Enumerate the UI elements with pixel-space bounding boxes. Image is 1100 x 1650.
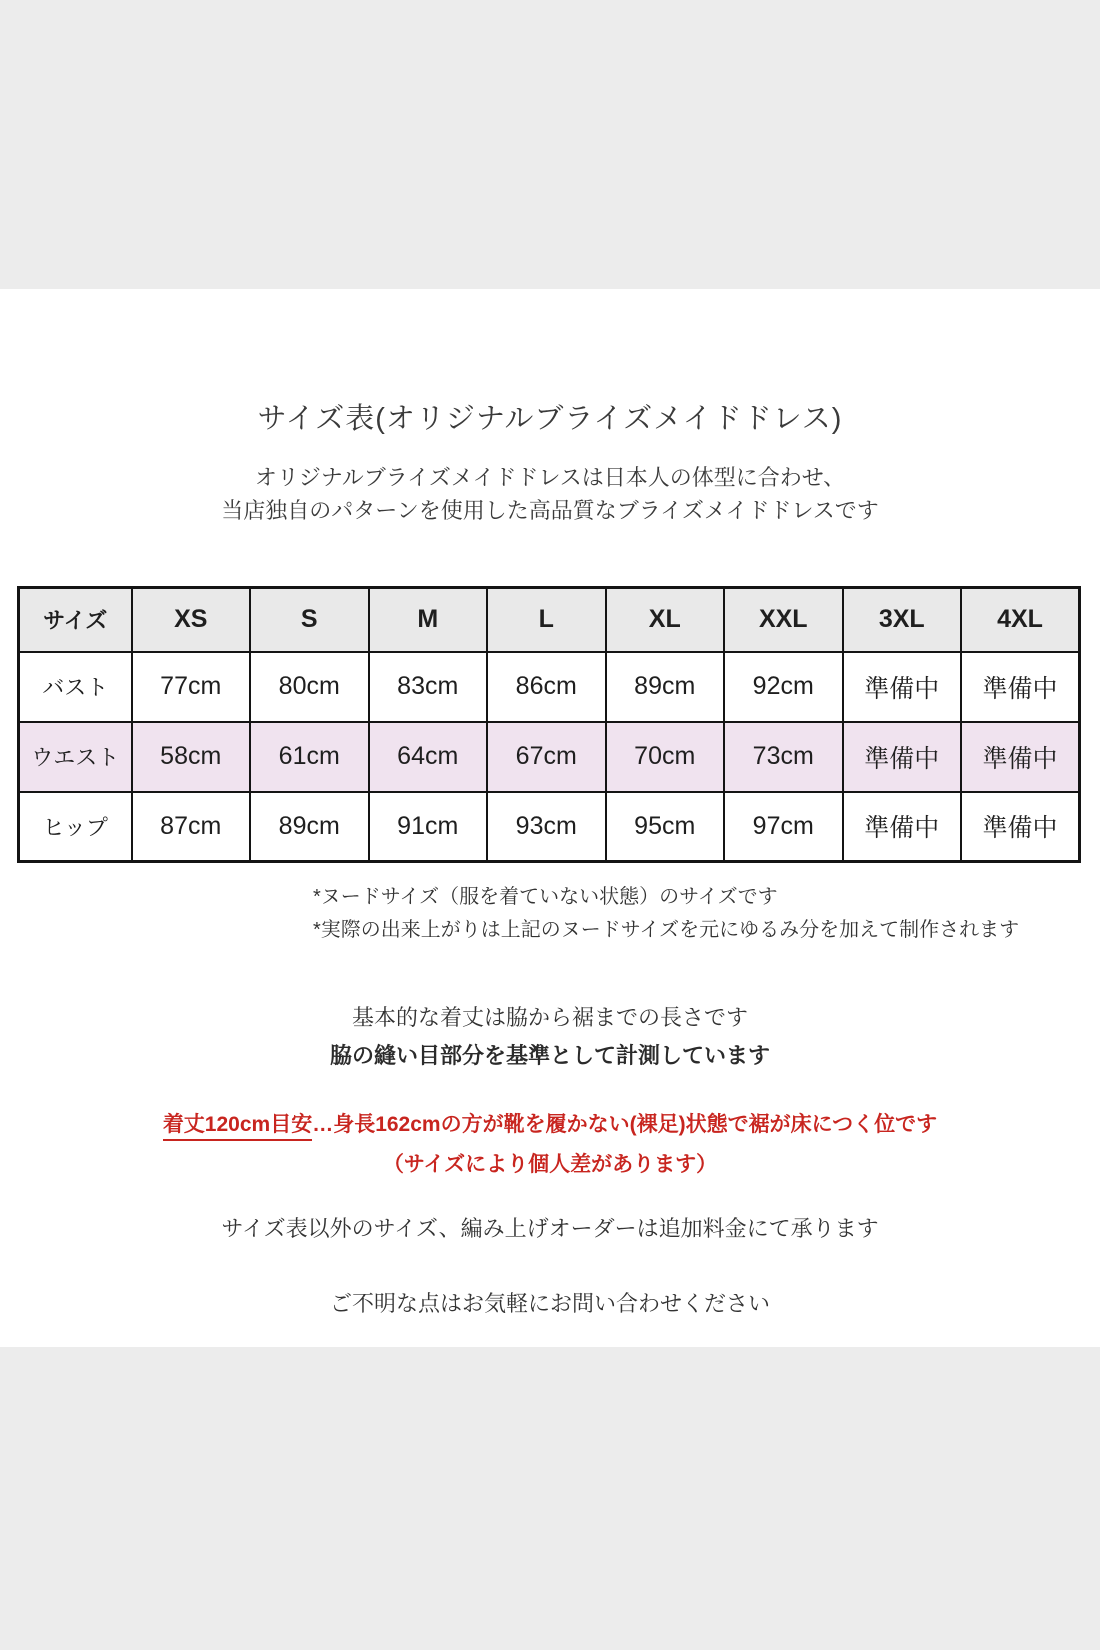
table-cell: 95cm [606,792,725,862]
table-header-s: S [250,588,369,652]
table-cell: 58cm [132,722,251,792]
length-info-line-1: 基本的な着丈は脇から裾までの長さです [351,1005,748,1030]
table-cell: 準備中 [843,652,962,722]
bottom-gray-band [0,1347,1100,1650]
table-cell: 91cm [369,792,488,862]
size-table [17,586,1081,863]
note-line-2: *実際の出来上がりは上記のヌードサイズを元にゆるみ分を加えて制作されます [313,919,1020,941]
table-header-size: サイズ [19,588,132,652]
subtitle-line-1: オリジナルブライズメイドドレスは日本人の体型に合わせ、 [254,465,846,490]
page-title: サイズ表(オリジナルブライズメイドドレス) [257,403,843,435]
table-header-4xl: 4XL [961,588,1080,652]
table-cell: 97cm [724,792,843,862]
table-cell: 92cm [724,652,843,722]
contact-note: ご不明な点はお気軽にお問い合わせください [329,1291,770,1316]
table-cell: 86cm [487,652,606,722]
table-row-label: ウエスト [19,722,132,792]
table-cell: 準備中 [961,722,1080,792]
table-cell: 準備中 [961,652,1080,722]
table-cell: 87cm [132,792,251,862]
table-row-bust [19,652,1080,722]
table-cell: 準備中 [961,792,1080,862]
table-cell: 89cm [250,792,369,862]
table-cell: 64cm [369,722,488,792]
table-cell: 73cm [724,722,843,792]
table-row-waist [19,722,1080,792]
table-header-xl: XL [606,588,725,652]
table-cell: 61cm [250,722,369,792]
nude-size-notes [313,881,1019,947]
table-header-xxl: XXL [724,588,843,652]
table-row-hip [19,792,1080,862]
length-notice-line-1 [0,1108,1100,1138]
table-header-xs: XS [132,588,251,652]
order-note: サイズ表以外のサイズ、編み上げオーダーは追加料金にて承ります [221,1216,879,1241]
top-gray-band [0,0,1100,289]
table-cell: 80cm [250,652,369,722]
table-cell: 準備中 [843,722,962,792]
note-line-1: *ヌードサイズ（服を着ていない状態）のサイズです [313,886,778,908]
table-header-3xl: 3XL [843,588,962,652]
subtitle-line-2: 当店独自のパターンを使用した高品質なブライズメイドドレスです [221,498,879,523]
table-cell: 93cm [487,792,606,862]
length-notice-rest: …身長162cmの方が靴を履かない(裸足)状態で裾が床につく位です [312,1113,938,1136]
table-cell: 89cm [606,652,725,722]
table-row-label: ヒップ [19,792,132,862]
length-info-line-2: 脇の縫い目部分を基準として計測しています [329,1043,770,1068]
table-header-row [19,588,1080,652]
length-notice-line-2: （サイズにより個人差があります） [382,1153,718,1176]
table-row-label: バスト [19,652,132,722]
size-table-container [17,586,1081,863]
length-notice-underlined: 着丈120cm目安 [163,1113,312,1141]
table-header-l: L [487,588,606,652]
table-cell: 67cm [487,722,606,792]
table-cell: 70cm [606,722,725,792]
table-cell: 77cm [132,652,251,722]
table-header-m: M [369,588,488,652]
table-cell: 83cm [369,652,488,722]
table-cell: 準備中 [843,792,962,862]
